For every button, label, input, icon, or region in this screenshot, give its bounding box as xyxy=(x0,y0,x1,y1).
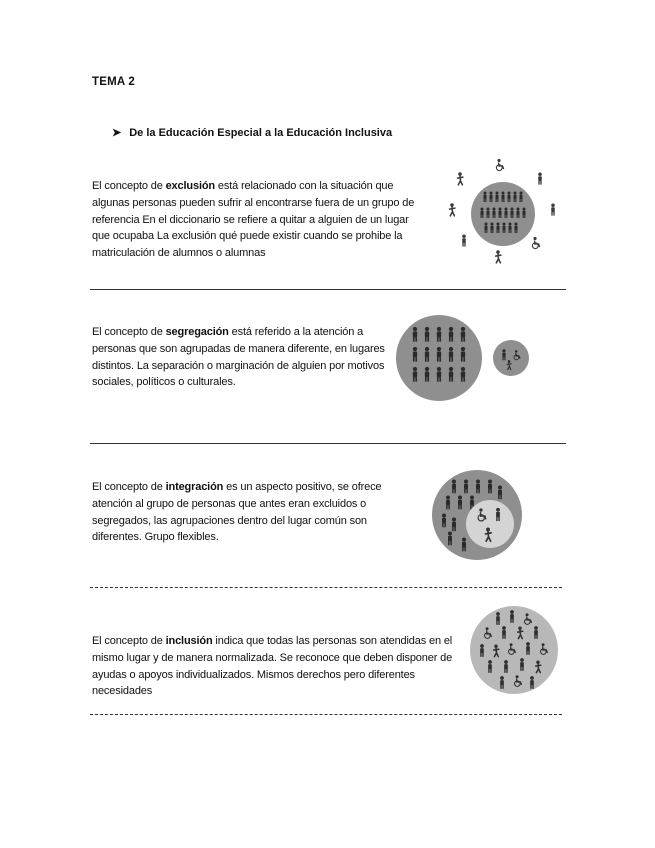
section-divider-dashed xyxy=(90,714,562,715)
person-icon xyxy=(462,235,466,247)
walking-person-icon xyxy=(450,203,455,216)
term-integration: integración xyxy=(165,481,224,493)
term-inclusion: inclusión xyxy=(165,635,213,647)
paragraph-segregation xyxy=(92,324,392,391)
section-divider-dashed xyxy=(90,587,562,588)
segregation-diagram-icon xyxy=(393,312,538,404)
paragraph-text: indica que todas las personas son atendidas en el mismo lugar y de manera normalizada. Se reconoce que deben disponer de ayudas o apoyos individualizados. Mismos derechos pero diferentes necesidades xyxy=(92,635,453,698)
paragraph-text: El concepto de xyxy=(92,180,166,192)
term-segregation: segregación xyxy=(165,326,229,338)
paragraph-text: está relacionado con la situación que algunas personas pueden sufrir al encontrarse fuera de un grupo de referencia En el diccionario se refiere a quitar a alguien de un lugar que ocupaba La exclusión qué puede existir cuando se prohibe la matriculación de alumnos o alumnas xyxy=(92,180,415,260)
person-icon xyxy=(551,204,555,216)
paragraph-integration xyxy=(92,479,410,546)
paragraph-text: está referido a la atención a personas que son agrupadas de manera diferente, en lugares distintos. La separación o marginación de alguien por motivos sociales, políticos o culturales. xyxy=(92,326,385,389)
walking-person-icon xyxy=(496,250,501,263)
inclusion-diagram-icon xyxy=(468,604,560,696)
section-heading-text: De la Educación Especial a la Educación Inclusiva xyxy=(129,126,393,139)
page-title: TEMA 2 xyxy=(92,76,135,88)
arrowhead-bullet-icon: ➤ xyxy=(112,127,122,139)
section-divider xyxy=(90,289,566,290)
section-divider xyxy=(90,443,566,444)
section-heading xyxy=(112,126,392,139)
wheelchair-icon xyxy=(532,237,539,249)
paragraph-text: El concepto de xyxy=(92,635,166,647)
paragraph-text: El concepto de xyxy=(92,326,166,338)
walking-person-icon xyxy=(458,172,463,185)
person-icon xyxy=(538,173,542,185)
paragraph-inclusion xyxy=(92,633,462,700)
paragraph-text: El concepto de xyxy=(92,481,166,493)
paragraph-text: es un aspecto positivo, se ofrece atención al grupo de personas que antes eran excluidos o segregados, las agrupaciones dentro del lugar común son diferentes. Grupo flexibles. xyxy=(92,481,382,544)
exclusion-diagram-icon xyxy=(442,158,564,268)
wheelchair-icon xyxy=(496,159,503,171)
paragraph-exclusion xyxy=(92,178,424,262)
integration-diagram-icon xyxy=(430,468,524,562)
term-exclusion: exclusión xyxy=(165,180,215,192)
